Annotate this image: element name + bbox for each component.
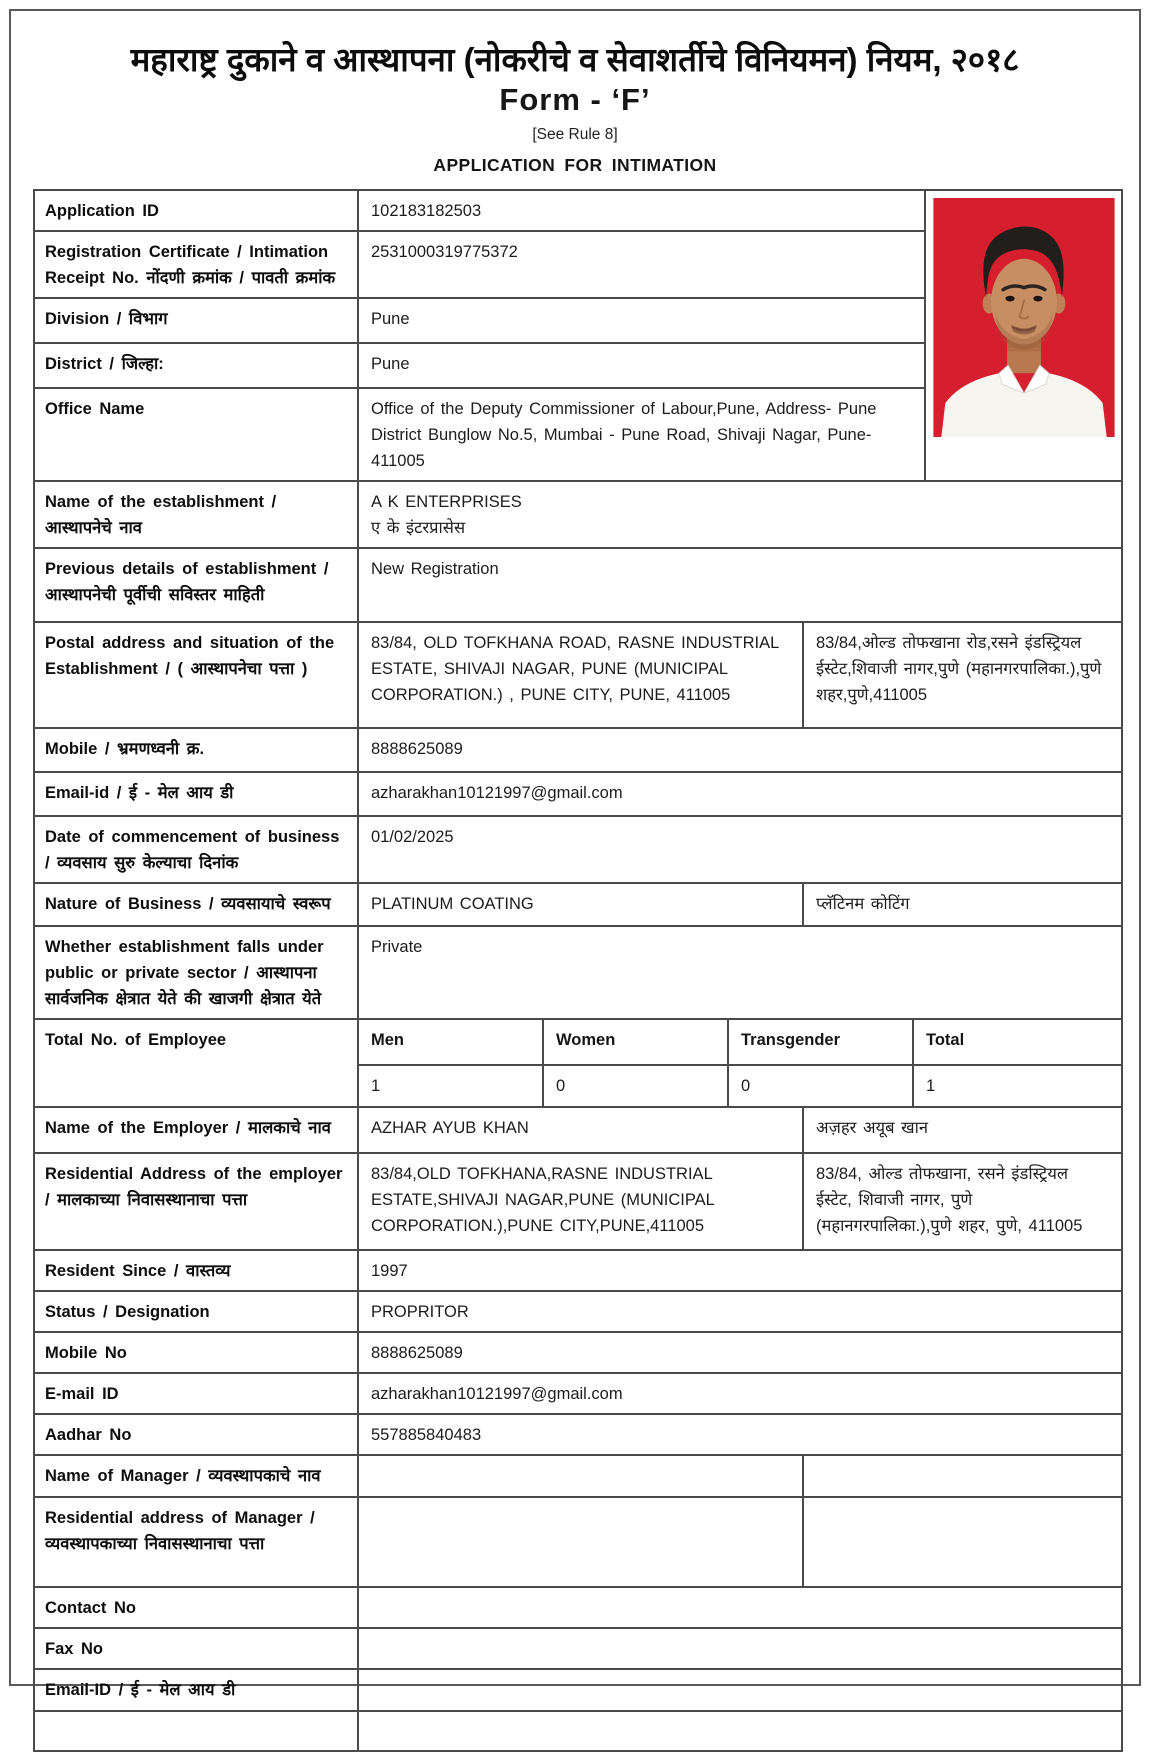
employees-transgender-count: 0: [728, 1065, 913, 1107]
row-employer-email: [34, 1373, 1122, 1414]
form-title: Form - ‘F’: [499, 82, 651, 117]
division-value: Pune: [358, 298, 925, 343]
registration-no-label: Registration Certificate / Intimation Receipt No. नोंदणी क्रमांक / पावती क्रमांक: [34, 231, 358, 298]
application-form-table: [33, 189, 1123, 1752]
row-postal-address: [34, 622, 1122, 728]
page-border: [9, 9, 1141, 1699]
manager-email-value: [358, 1669, 1122, 1711]
office-name-value: Office of the Deputy Commissioner of Labour,Pune, Address- Pune District Bunglow No.5, Mumbai - Pune Road, Shivaji Nagar, Pune-411005: [358, 388, 925, 481]
row-employer-address: [34, 1153, 1122, 1250]
district-value: Pune: [358, 343, 925, 388]
row-nature-of-business: [34, 883, 1122, 926]
employer-name-label: Name of the Employer / मालकाचे नाव: [34, 1107, 358, 1153]
employer-name-value-mr: अज़हर अयूब खान: [803, 1107, 1122, 1153]
manager-email-label: Email-ID / ई - मेल आय डी: [34, 1669, 358, 1711]
employees-women-count: 0: [543, 1065, 728, 1107]
previous-details-label: Previous details of establishment / आस्थापनेची पूर्वीची सविस्तर माहिती: [34, 548, 358, 622]
employees-col-transgender: Transgender: [728, 1019, 913, 1065]
employer-address-value-mr: 83/84, ओल्ड तोफखाना, रसने इंडस्ट्रियल ईस्टेट, शिवाजी नागर, पुणे (महानगरपालिका.),पुणे शहर, पुणे, 411005: [803, 1153, 1122, 1250]
truncated-row-label-cell: [34, 1711, 358, 1751]
application-title: APPLICATION FOR INTIMATION: [433, 155, 717, 175]
status-designation-label: Status / Designation: [34, 1291, 358, 1332]
row-contact-no: [34, 1587, 1122, 1628]
postal-address-value-mr: 83/84,ओल्ड तोफखाना रोड,रसने इंडस्ट्रियल ईस्टेट,शिवाजी नागर,पुणे (महानगरपालिका.),पुणे शहर,पुणे,411005: [803, 622, 1122, 728]
employees-col-men: Men: [358, 1019, 543, 1065]
contact-no-label: Contact No: [34, 1587, 358, 1628]
resident-since-label: Resident Since / वास्तव्य: [34, 1250, 358, 1291]
commencement-date-value: 01/02/2025: [358, 816, 1122, 883]
row-truncated-bottom: [34, 1711, 1122, 1751]
sector-label: Whether establishment falls under public or private sector / आस्थापना सार्वजनिक क्षेत्रात येते की खाजगी क्षेत्रात येते: [34, 926, 358, 1019]
manager-address-value-mr: [803, 1497, 1122, 1587]
row-mobile: [34, 728, 1122, 772]
row-employer-mobile: [34, 1332, 1122, 1373]
employees-label: Total No. of Employee: [34, 1019, 358, 1107]
employer-name-value-en: AZHAR AYUB KHAN: [358, 1107, 803, 1153]
truncated-row-value-cell: [358, 1711, 1122, 1751]
row-manager-name: [34, 1455, 1122, 1497]
applicant-photo: [933, 198, 1115, 437]
employer-email-value: azharakhan10121997@gmail.com: [358, 1373, 1122, 1414]
postal-address-label: Postal address and situation of the Establishment / ( आस्थापनेचा पत्ता ): [34, 622, 358, 728]
row-manager-address: [34, 1497, 1122, 1587]
rule-reference: [See Rule 8]: [532, 126, 618, 143]
district-label: District / जिल्हा:: [34, 343, 358, 388]
employees-col-women: Women: [543, 1019, 728, 1065]
email-label: Email-id / ई - मेल आय डी: [34, 772, 358, 816]
row-resident-since: [34, 1250, 1122, 1291]
aadhar-value: 557885840483: [358, 1414, 1122, 1455]
row-commencement-date: [34, 816, 1122, 883]
mobile-label: Mobile / भ्रमणध्वनी क्र.: [34, 728, 358, 772]
row-employer-name: [34, 1107, 1122, 1153]
resident-since-value: 1997: [358, 1250, 1122, 1291]
manager-name-value-en: [358, 1455, 803, 1497]
nature-of-business-label: Nature of Business / व्यवसायाचे स्वरूप: [34, 883, 358, 926]
office-name-label: Office Name: [34, 388, 358, 481]
document-title-marathi: महाराष्ट्र दुकाने व आस्थापना (नोकरीचे व सेवाशर्तीचे विनियमन) नियम, २०१८: [130, 41, 1020, 78]
nature-of-business-value-mr: प्लॅटिनम कोटिंग: [803, 883, 1122, 926]
fax-no-label: Fax No: [34, 1628, 358, 1669]
row-status-designation: [34, 1291, 1122, 1332]
manager-name-value-mr: [803, 1455, 1122, 1497]
row-aadhar: [34, 1414, 1122, 1455]
employer-email-label: E-mail ID: [34, 1373, 358, 1414]
application-id-label: Application ID: [34, 190, 358, 231]
establishment-name-mr: ए के इंटरप्रासेस: [371, 519, 466, 537]
status-designation-value: PROPRITOR: [358, 1291, 1122, 1332]
aadhar-label: Aadhar No: [34, 1414, 358, 1455]
document-header: [11, 11, 1139, 176]
establishment-name-en: A K ENTERPRISES: [371, 493, 522, 511]
row-establishment-name: [34, 481, 1122, 548]
nature-of-business-value-en: PLATINUM COATING: [358, 883, 803, 926]
employer-address-label: Residential Address of the employer / मालकाच्या निवासस्थानाचा पत्ता: [34, 1153, 358, 1250]
employees-col-total: Total: [913, 1019, 1122, 1065]
row-application-id: [34, 190, 1122, 231]
manager-address-value-en: [358, 1497, 803, 1587]
employer-mobile-label: Mobile No: [34, 1332, 358, 1373]
row-fax-no: [34, 1628, 1122, 1669]
row-employees-header: [34, 1019, 1122, 1065]
manager-name-label: Name of Manager / व्यवस्थापकाचे नाव: [34, 1455, 358, 1497]
postal-address-value-en: 83/84, OLD TOFKHANA ROAD, RASNE INDUSTRIAL ESTATE, SHIVAJI NAGAR, PUNE (MUNICIPAL CORPORATION.) , PUNE CITY, PUNE, 411005: [358, 622, 803, 728]
email-value: azharakhan10121997@gmail.com: [358, 772, 1122, 816]
establishment-name-value: [358, 481, 1122, 548]
employer-address-value-en: 83/84,OLD TOFKHANA,RASNE INDUSTRIAL ESTATE,SHIVAJI NAGAR,PUNE (MUNICIPAL CORPORATION.),PUNE CITY,PUNE,411005: [358, 1153, 803, 1250]
row-email: [34, 772, 1122, 816]
division-label: Division / विभाग: [34, 298, 358, 343]
applicant-photo-cell: [925, 190, 1122, 481]
manager-address-label: Residential address of Manager / व्यवस्थापकाच्या निवासस्थानाचा पत्ता: [34, 1497, 358, 1587]
previous-details-value: New Registration: [358, 548, 1122, 622]
row-manager-email: [34, 1669, 1122, 1711]
sector-value: Private: [358, 926, 1122, 1019]
employer-mobile-value: 8888625089: [358, 1332, 1122, 1373]
mobile-value: 8888625089: [358, 728, 1122, 772]
contact-no-value: [358, 1587, 1122, 1628]
row-previous-details: [34, 548, 1122, 622]
fax-no-value: [358, 1628, 1122, 1669]
establishment-name-label: Name of the establishment / आस्थापनेचे नाव: [34, 481, 358, 548]
registration-no-value: 2531000319775372: [358, 231, 925, 298]
row-sector: [34, 926, 1122, 1019]
employees-men-count: 1: [358, 1065, 543, 1107]
application-id-value: 102183182503: [358, 190, 925, 231]
commencement-date-label: Date of commencement of business / व्यवसाय सुरु केल्याचा दिनांक: [34, 816, 358, 883]
employees-total-count: 1: [913, 1065, 1122, 1107]
